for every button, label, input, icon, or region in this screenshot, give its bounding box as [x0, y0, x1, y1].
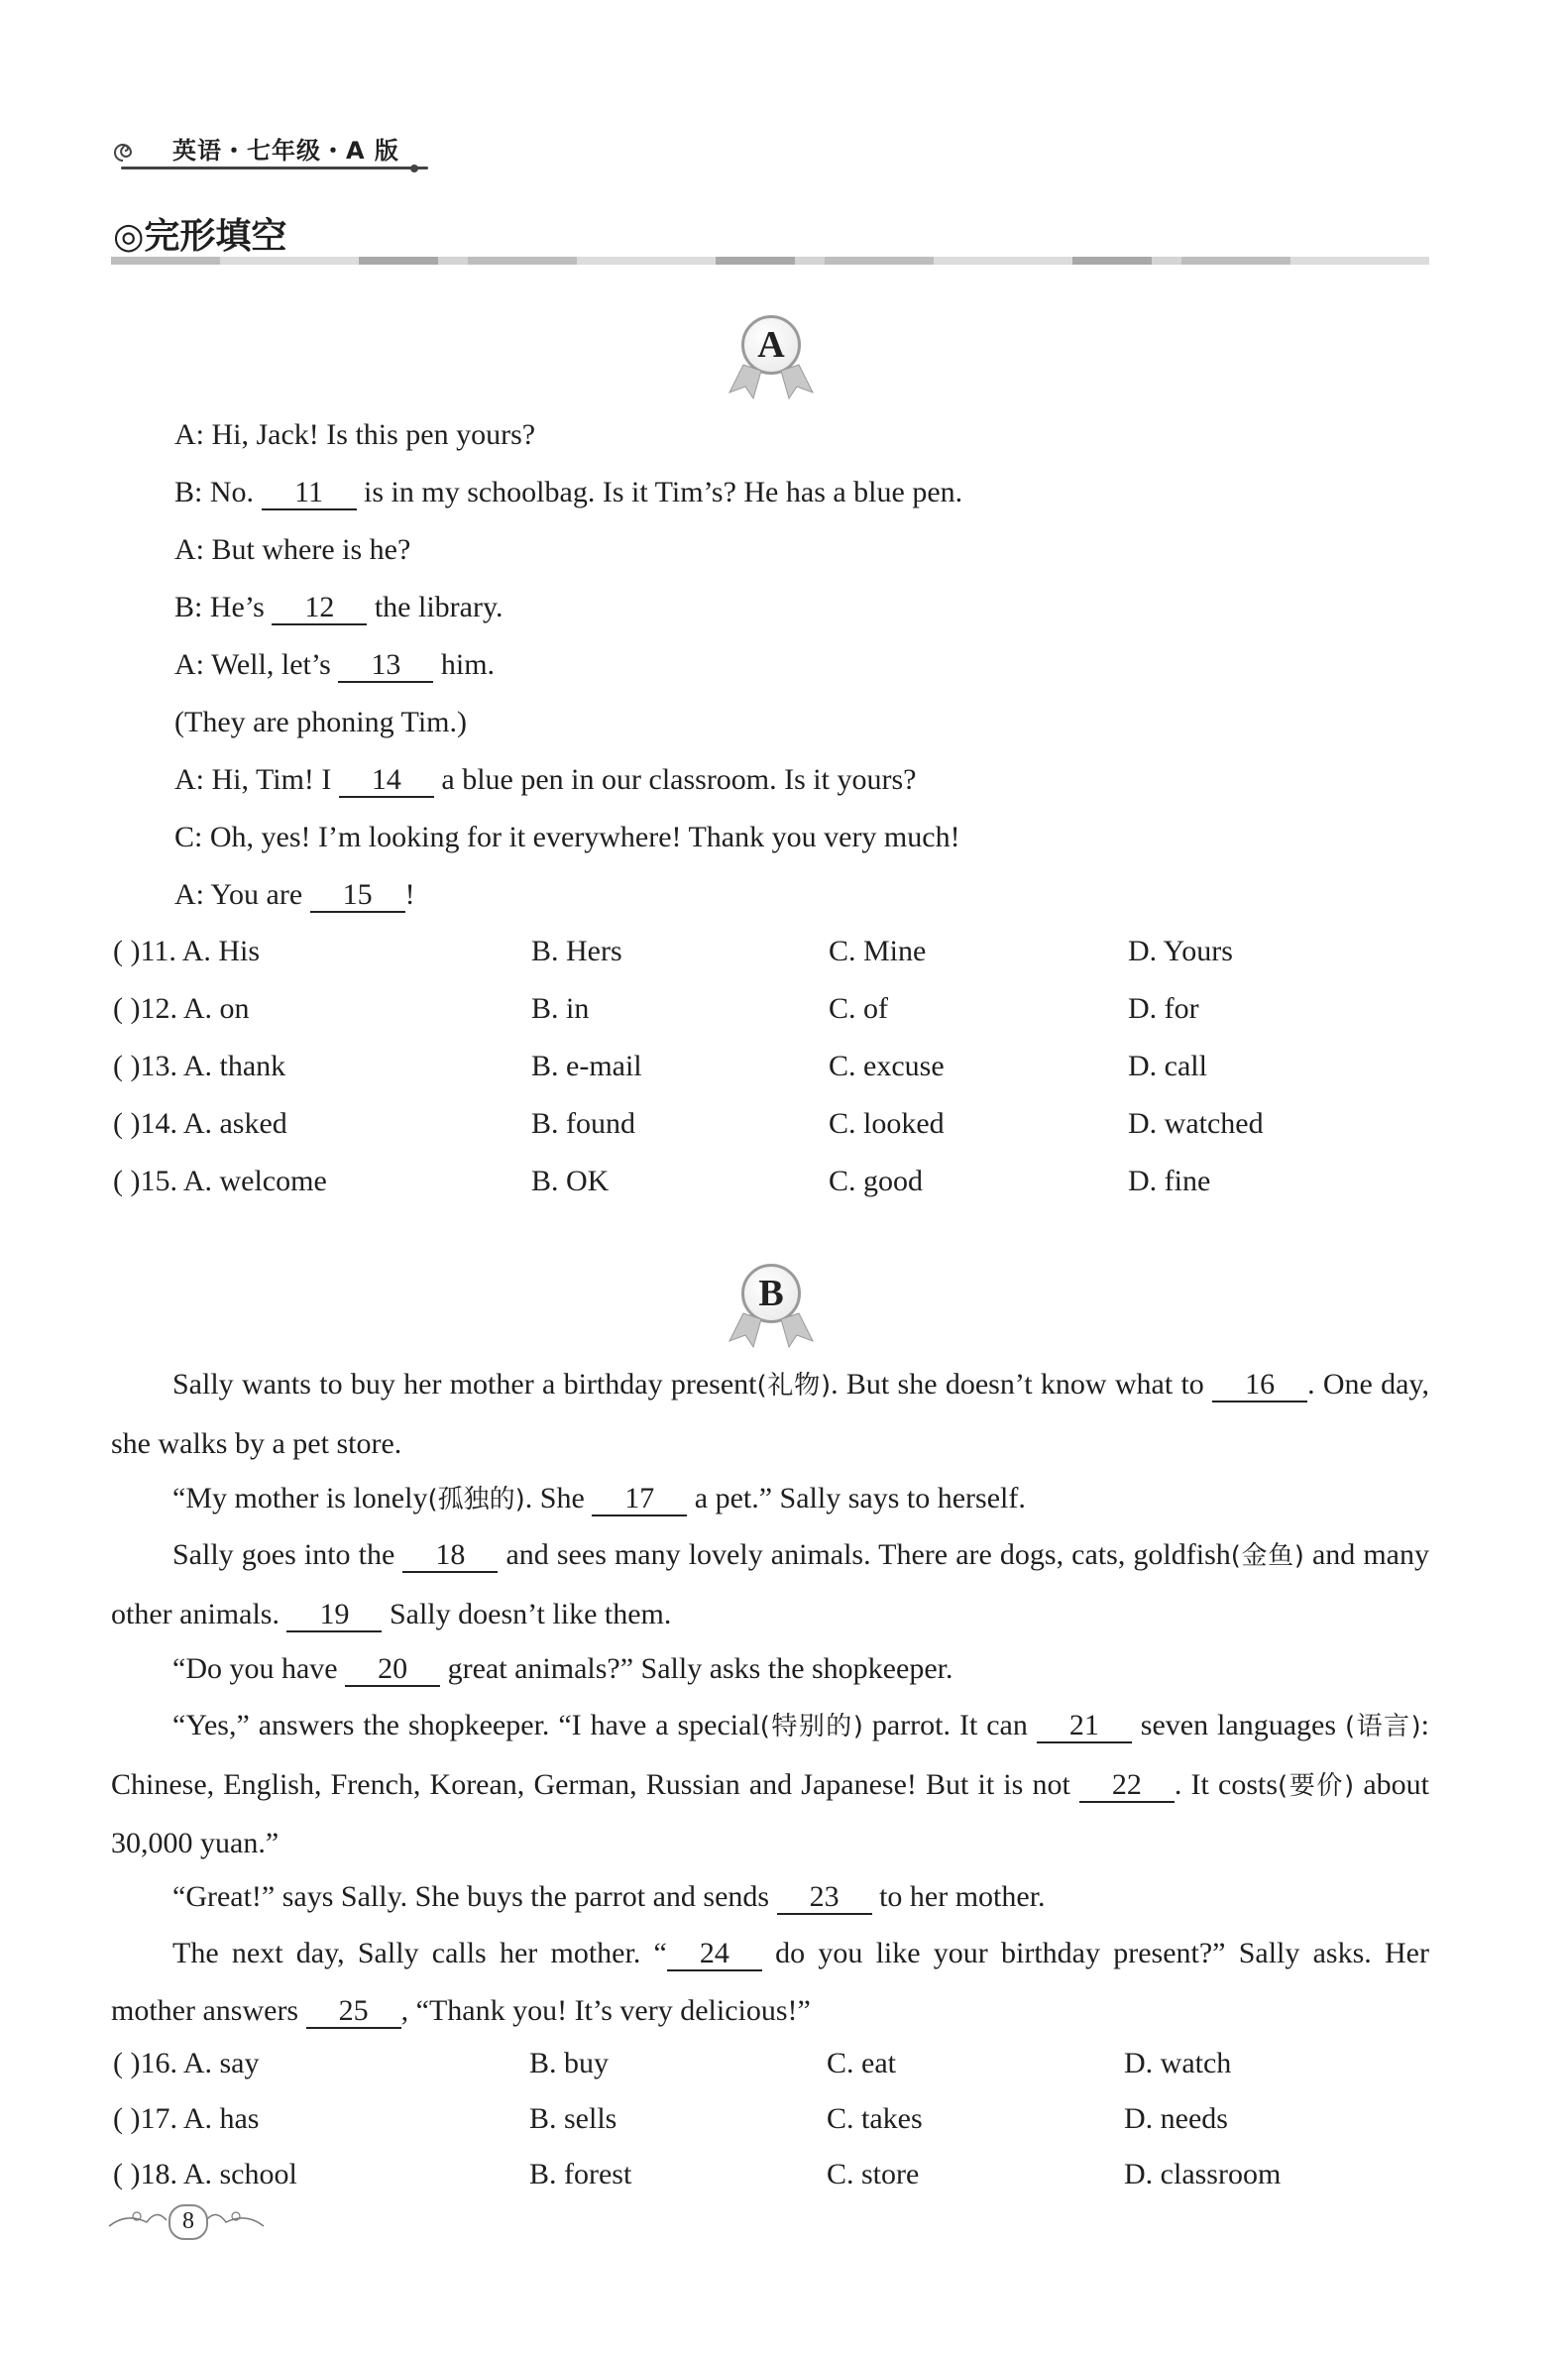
passage-paragraph [111, 1640, 1429, 1698]
text: The next day, Sally calls her mother. “ [172, 1937, 667, 1969]
gloss: (语言) [1344, 1712, 1421, 1741]
question-row [113, 2155, 1431, 2194]
dialogue-line: C: Oh, yes! I’m looking for it everywhere! Thank you very much! [174, 821, 960, 853]
blank-18: 18 [402, 1539, 498, 1573]
option-b: B. Hers [531, 935, 622, 967]
option-c: C. store [827, 2158, 920, 2190]
question-row [113, 1047, 1431, 1086]
text: “My mother is lonely [172, 1482, 428, 1514]
gloss: (礼物) [756, 1371, 832, 1401]
text: a pet.” Sally says to herself. [687, 1482, 1026, 1514]
question-row [113, 1162, 1431, 1201]
text: “Yes,” answers the shopkeeper. “I have a special [172, 1709, 760, 1741]
text: “Do you have [172, 1652, 346, 1685]
option-b: B. sells [529, 2102, 617, 2135]
text: is in my schoolbag. Is it Tim’s? He has a blue pen. [356, 476, 963, 508]
text: and sees many lovely animals. There are dogs, cats, goldfish [498, 1538, 1231, 1571]
text: the library. [367, 591, 504, 623]
blank-13: 13 [338, 649, 433, 683]
question-number: ( )16. A. say [113, 2047, 260, 2079]
question-number: ( )15. A. welcome [113, 1165, 327, 1197]
dialogue-line [174, 645, 495, 685]
option-d: D. watch [1124, 2047, 1232, 2079]
question-row [113, 1104, 1431, 1144]
text: Sally doesn’t like them. [382, 1597, 672, 1630]
option-c: C. excuse [829, 1050, 945, 1082]
question-number: ( )18. A. school [113, 2158, 297, 2190]
page-footer [107, 2202, 266, 2242]
header-underline [121, 167, 428, 169]
question-number: ( )11. A. His [113, 935, 261, 967]
gloss: (孤独的) [427, 1485, 525, 1514]
option-c: C. good [829, 1165, 924, 1197]
dialogue-line: A: Hi, Jack! Is this pen yours? [174, 418, 536, 451]
text: Sally goes into the [172, 1538, 403, 1571]
dialogue-line [174, 875, 415, 915]
option-d: D. call [1128, 1050, 1207, 1082]
passage-paragraph [111, 1526, 1429, 1642]
text: . It costs [1174, 1767, 1279, 1801]
blank-17: 17 [592, 1483, 687, 1516]
passage-paragraph [111, 1470, 1429, 1529]
part-b-letter: B [741, 1264, 801, 1323]
dialogue-line [174, 473, 962, 512]
question-number: ( )17. A. has [113, 2102, 260, 2135]
text: : Chinese, English, French, Korean, German, Russian and Japanese! But it is not [111, 1709, 1429, 1801]
option-b: B. in [531, 992, 590, 1025]
page-header [111, 127, 428, 176]
option-d: D. for [1128, 992, 1199, 1025]
text: seven languages [1131, 1709, 1345, 1741]
blank-16: 16 [1212, 1369, 1307, 1402]
text: parrot. It can [862, 1709, 1037, 1741]
option-d: D. Yours [1128, 935, 1233, 967]
text: . She [524, 1482, 593, 1514]
text: A: You are [174, 878, 310, 911]
gloss: (要价) [1278, 1770, 1355, 1801]
blank-21: 21 [1037, 1710, 1132, 1743]
option-b: B. e-mail [531, 1050, 642, 1082]
text: B: No. [174, 476, 262, 508]
part-a-letter: A [741, 315, 801, 375]
section-title: ◎完形填空 [113, 216, 287, 257]
passage-paragraph [111, 1868, 1429, 1926]
section-divider [111, 257, 1429, 265]
option-b: B. buy [529, 2047, 610, 2079]
blank-14: 14 [339, 764, 434, 798]
text: do you like your birthday present?” Sally asks. Her mother answers [111, 1937, 1429, 2027]
option-c: C. looked [829, 1107, 945, 1140]
question-row [113, 2099, 1431, 2139]
text: B: He’s [174, 591, 273, 623]
swirl-icon [111, 141, 135, 165]
text: . One day, she walks by a pet store. [111, 1368, 1429, 1460]
dialogue-line [174, 760, 916, 800]
dialogue-line: (They are phoning Tim.) [174, 706, 467, 738]
blank-19: 19 [286, 1599, 382, 1632]
ribbon-icon [722, 1311, 821, 1361]
option-c: C. takes [827, 2102, 923, 2135]
question-number: ( )14. A. asked [113, 1107, 287, 1140]
dialogue-line [174, 588, 504, 627]
option-c: C. Mine [829, 935, 927, 967]
question-row [113, 989, 1431, 1029]
part-b-badge [722, 1264, 821, 1363]
text: great animals?” Sally asks the shopkeeper. [440, 1652, 953, 1685]
option-b: B. found [531, 1107, 635, 1140]
blank-20: 20 [345, 1653, 440, 1687]
ribbon-icon [722, 363, 821, 412]
text: A: Hi, Tim! I [174, 763, 339, 796]
header-dot [410, 165, 418, 172]
text: to her mother. [871, 1880, 1046, 1913]
option-d: D. classroom [1124, 2158, 1282, 2190]
blank-23: 23 [777, 1881, 872, 1915]
text: A: Well, let’s [174, 648, 339, 681]
option-d: D. watched [1128, 1107, 1264, 1140]
text: , “Thank you! It’s very delicious!” [400, 1993, 811, 2027]
option-b: B. OK [531, 1165, 610, 1197]
question-number: ( )13. A. thank [113, 1050, 286, 1082]
text: Sally wants to buy her mother a birthday present [172, 1368, 757, 1401]
question-row [113, 932, 1431, 971]
book-title: 英语・七年级・A 版 [172, 137, 399, 165]
text: about 30,000 yuan.” [111, 1767, 1429, 1859]
option-d: D. needs [1124, 2102, 1228, 2135]
dialogue-line: A: But where is he? [174, 533, 411, 566]
text: a blue pen in our classroom. Is it yours? [433, 763, 917, 796]
question-number: ( )12. A. on [113, 992, 250, 1025]
part-a-badge [722, 315, 821, 414]
question-row [113, 2044, 1431, 2083]
blank-11: 11 [262, 477, 357, 510]
passage-paragraph [111, 1356, 1429, 1472]
blank-25: 25 [306, 1995, 401, 2029]
option-c: C. eat [827, 2047, 896, 2079]
passage-paragraph [111, 1697, 1429, 1872]
passage-paragraph [111, 1925, 1429, 2039]
text: . But she doesn’t know what to [831, 1368, 1213, 1401]
page-number: 8 [168, 2204, 208, 2240]
gloss: (金鱼) [1230, 1541, 1304, 1571]
text: “Great!” says Sally. She buys the parrot and sends [172, 1880, 777, 1913]
blank-15: 15 [310, 879, 405, 913]
text: and many other animals. [111, 1538, 1430, 1630]
blank-12: 12 [272, 592, 367, 625]
gloss: (特别的) [759, 1712, 863, 1741]
text: him. [433, 648, 496, 681]
text: ! [404, 878, 415, 911]
blank-22: 22 [1079, 1769, 1175, 1803]
option-d: D. fine [1128, 1165, 1211, 1197]
option-b: B. forest [529, 2158, 632, 2190]
option-c: C. of [829, 992, 888, 1025]
blank-24: 24 [667, 1938, 762, 1971]
